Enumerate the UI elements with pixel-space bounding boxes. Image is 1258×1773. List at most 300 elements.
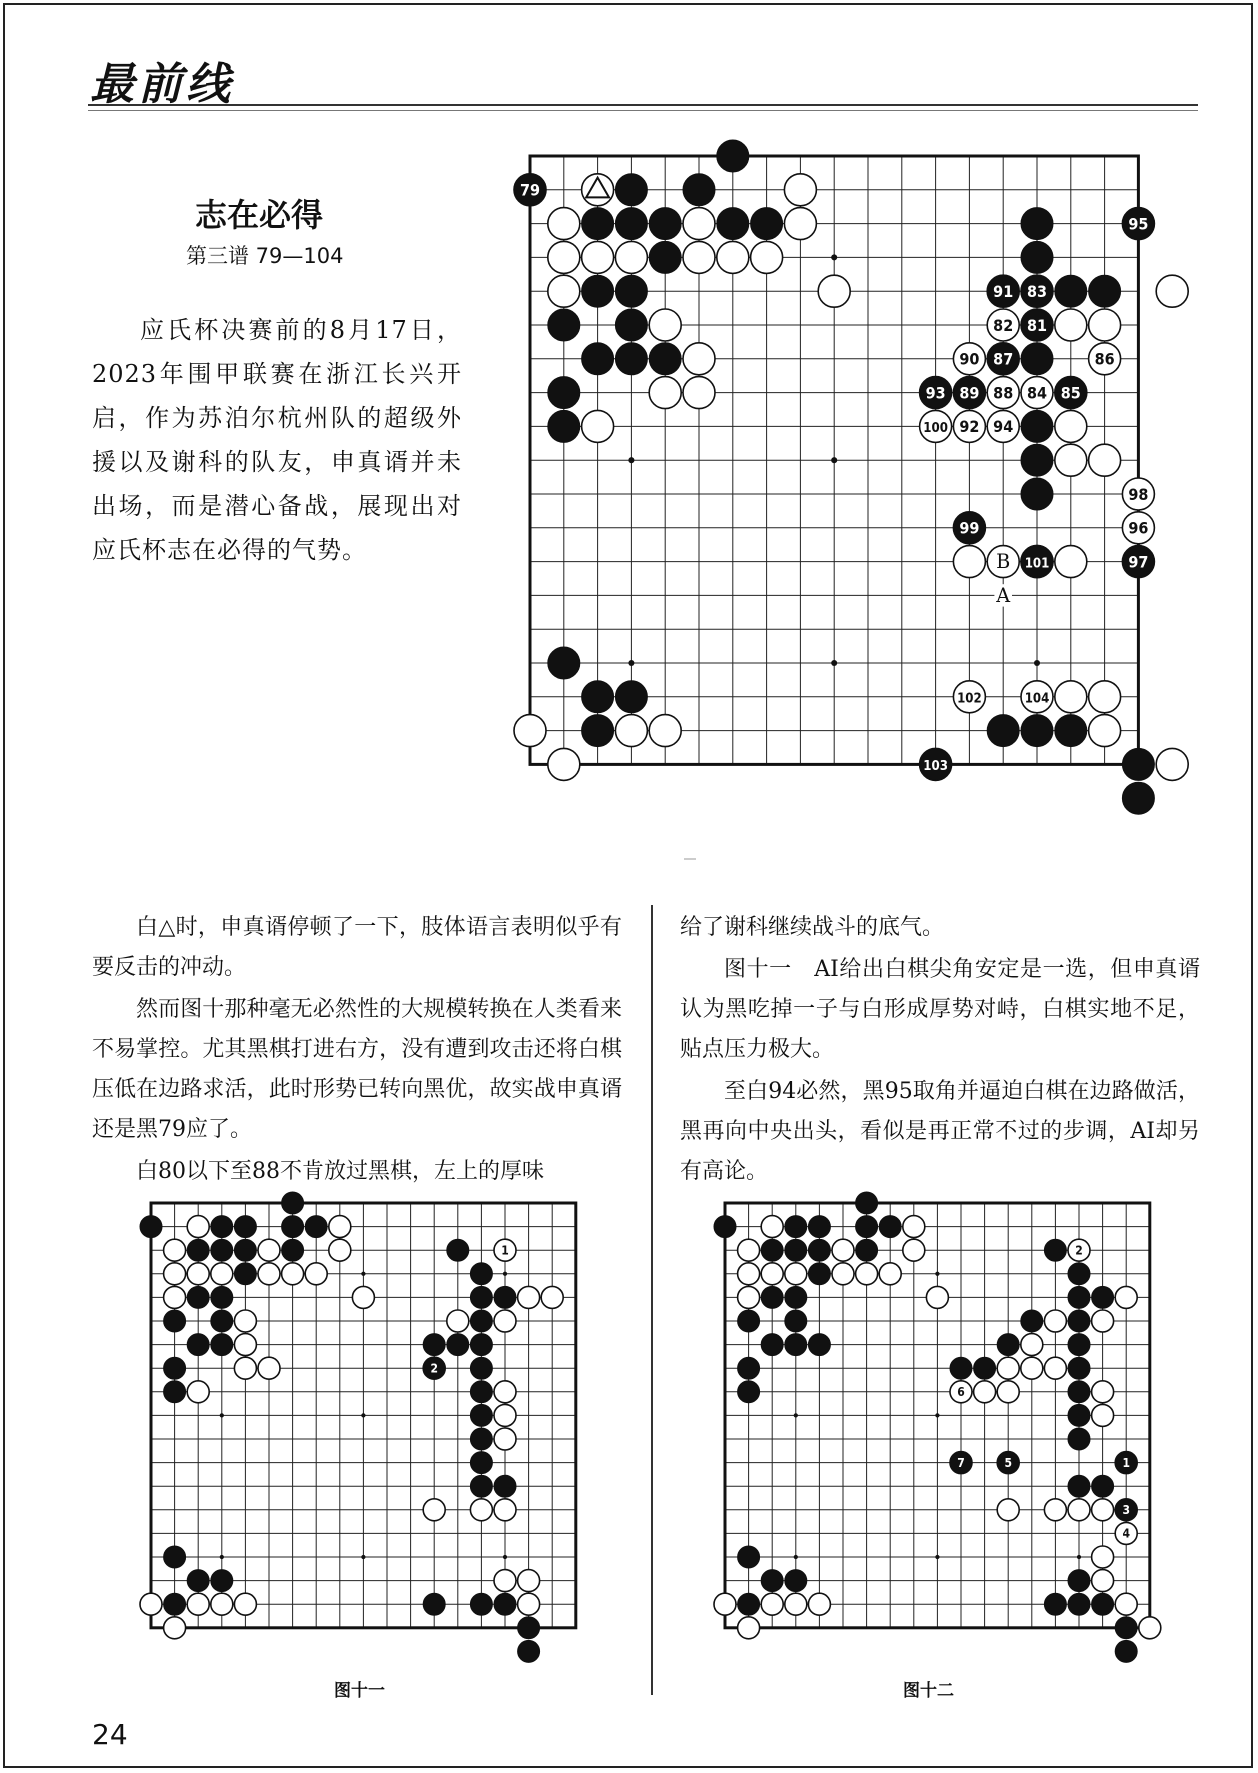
black-stone xyxy=(785,1239,807,1261)
white-stone xyxy=(164,1239,186,1261)
white-stone xyxy=(470,1499,492,1521)
body-paragraph: 白80以下至88不肯放过黑棋，左上的厚味 xyxy=(136,1159,544,1184)
black-stone xyxy=(785,1310,807,1332)
black-stone xyxy=(211,1310,233,1332)
black-stone xyxy=(1021,1310,1043,1332)
black-stone xyxy=(761,1334,783,1356)
move-number-label: 101 xyxy=(1024,556,1050,572)
black-stone xyxy=(714,1216,736,1238)
star-point xyxy=(935,1413,939,1417)
white-stone xyxy=(997,1381,1019,1403)
white-stone xyxy=(856,1263,878,1285)
move-number-label: 1 xyxy=(501,1243,509,1258)
white-stone xyxy=(1055,309,1087,341)
white-stone xyxy=(997,1357,1019,1379)
black-stone xyxy=(856,1192,878,1214)
white-stone xyxy=(494,1499,516,1521)
black-stone xyxy=(1092,1593,1114,1615)
black-stone xyxy=(470,1593,492,1615)
star-point xyxy=(794,1555,798,1559)
black-stone xyxy=(761,1570,783,1592)
star-point xyxy=(361,1272,365,1276)
black-stone xyxy=(1089,275,1121,307)
white-stone xyxy=(738,1286,760,1308)
white-stone xyxy=(683,377,715,409)
black-stone xyxy=(548,309,580,341)
white-stone xyxy=(903,1216,925,1238)
black-stone xyxy=(808,1239,830,1261)
white-stone xyxy=(494,1310,516,1332)
black-stone xyxy=(1122,748,1154,780)
white-stone xyxy=(1115,1286,1137,1308)
black-stone xyxy=(1021,241,1053,273)
black-stone xyxy=(1021,444,1053,476)
black-stone xyxy=(615,309,647,341)
header-rule xyxy=(88,104,1198,106)
white-stone xyxy=(784,174,816,206)
black-stone xyxy=(234,1263,256,1285)
black-stone xyxy=(447,1239,469,1261)
black-stone xyxy=(761,1239,783,1261)
black-stone xyxy=(470,1357,492,1379)
white-stone xyxy=(494,1381,516,1403)
body-paragraph: 然而图十那种毫无必然性的大规模转换在人类看来不易掌控。尤其黑棋打进右方，没有遭到攻击还将白棋压低在边路求活，此时形势已转向黑优，故实战申真谞还是黑79应了。 xyxy=(92,997,622,1142)
white-stone xyxy=(352,1286,374,1308)
white-stone xyxy=(683,343,715,375)
black-stone xyxy=(785,1570,807,1592)
white-stone xyxy=(1055,444,1087,476)
body-paragraph: 白△时，申真谞停顿了一下，肢体语言表明似乎有要反击的冲动。 xyxy=(92,915,622,980)
black-stone xyxy=(738,1593,760,1615)
move-number-label: 85 xyxy=(1060,383,1081,403)
star-point xyxy=(628,457,634,463)
black-stone xyxy=(1044,1593,1066,1615)
figure-12-caption: 图十二 xyxy=(903,1681,954,1701)
move-number-label: 87 xyxy=(993,349,1014,369)
point-letter-label: B xyxy=(996,550,1011,573)
move-number-label: 100 xyxy=(923,421,948,437)
black-stone xyxy=(582,275,614,307)
move-number-label: 89 xyxy=(959,383,980,403)
white-stone xyxy=(761,1216,783,1238)
black-stone xyxy=(1068,1475,1090,1497)
white-stone xyxy=(1055,410,1087,442)
black-stone xyxy=(649,241,681,273)
move-number-label: 99 xyxy=(959,518,980,538)
star-point xyxy=(1077,1555,1081,1559)
black-stone xyxy=(164,1546,186,1568)
black-stone xyxy=(211,1570,233,1592)
white-stone xyxy=(582,241,614,273)
white-stone xyxy=(140,1593,162,1615)
white-stone xyxy=(649,309,681,341)
white-stone xyxy=(953,546,985,578)
black-stone xyxy=(856,1239,878,1261)
black-stone xyxy=(808,1263,830,1285)
black-stone xyxy=(738,1546,760,1568)
move-number-label: 96 xyxy=(1128,518,1149,538)
move-number-label: 83 xyxy=(1026,281,1048,301)
move-number-label: 4 xyxy=(1122,1526,1130,1541)
black-stone xyxy=(1092,1475,1114,1497)
move-number-label: 91 xyxy=(993,281,1014,301)
white-stone xyxy=(234,1357,256,1379)
move-number-label: 2 xyxy=(1075,1243,1083,1258)
black-stone xyxy=(1115,1640,1137,1662)
white-stone xyxy=(1044,1499,1066,1521)
black-stone xyxy=(974,1357,996,1379)
move-number-label: 82 xyxy=(993,315,1014,335)
black-stone xyxy=(187,1570,209,1592)
black-stone xyxy=(738,1310,760,1332)
white-stone xyxy=(997,1499,1019,1521)
white-stone xyxy=(211,1263,233,1285)
white-stone xyxy=(1156,275,1188,307)
star-point xyxy=(831,457,837,463)
black-stone xyxy=(234,1239,256,1261)
white-stone xyxy=(1115,1593,1137,1615)
black-stone xyxy=(470,1334,492,1356)
black-stone xyxy=(785,1216,807,1238)
white-stone xyxy=(258,1239,280,1261)
black-stone xyxy=(683,174,715,206)
star-point xyxy=(503,1272,507,1276)
move-number-label: 81 xyxy=(1026,315,1048,335)
move-number-label: 93 xyxy=(925,383,946,403)
black-stone xyxy=(548,647,580,679)
black-stone xyxy=(470,1428,492,1450)
black-stone xyxy=(1055,715,1087,747)
black-stone xyxy=(211,1286,233,1308)
white-stone xyxy=(548,748,580,780)
black-stone xyxy=(717,208,749,240)
figure-12-go-board xyxy=(712,1190,1172,1650)
white-stone xyxy=(1156,748,1188,780)
black-stone xyxy=(187,1334,209,1356)
black-stone xyxy=(1068,1310,1090,1332)
white-stone xyxy=(615,715,647,747)
body-paragraph: 至白94必然，黑95取角并逼迫白棋在边路做活，黑再向中央出头，看似是再正常不过的步调，AI却另有高论。 xyxy=(680,1079,1200,1184)
star-point xyxy=(831,254,837,260)
white-stone xyxy=(615,241,647,273)
black-stone xyxy=(1021,478,1053,510)
white-stone xyxy=(518,1286,540,1308)
black-stone xyxy=(470,1381,492,1403)
white-stone xyxy=(494,1428,516,1450)
white-stone xyxy=(1068,1499,1090,1521)
black-stone xyxy=(548,410,580,442)
white-stone xyxy=(548,275,580,307)
white-stone xyxy=(974,1381,996,1403)
move-number-label: 86 xyxy=(1094,349,1115,369)
white-stone xyxy=(234,1593,256,1615)
white-stone xyxy=(738,1239,760,1261)
white-stone xyxy=(649,715,681,747)
black-stone xyxy=(808,1216,830,1238)
black-stone xyxy=(1068,1381,1090,1403)
black-stone xyxy=(164,1310,186,1332)
white-stone xyxy=(1092,1381,1114,1403)
black-stone xyxy=(518,1640,540,1662)
white-stone xyxy=(785,1263,807,1285)
black-stone xyxy=(187,1239,209,1261)
black-stone xyxy=(761,1286,783,1308)
white-stone xyxy=(187,1593,209,1615)
white-stone xyxy=(187,1263,209,1285)
white-stone xyxy=(282,1263,304,1285)
body-paragraph: 给了谢科继续战斗的底气。 xyxy=(680,915,945,940)
move-number-label: 5 xyxy=(1004,1455,1012,1470)
black-stone xyxy=(615,343,647,375)
black-stone xyxy=(211,1216,233,1238)
star-point xyxy=(1034,660,1040,666)
white-stone xyxy=(1044,1310,1066,1332)
black-stone xyxy=(1122,782,1154,814)
star-point xyxy=(220,1555,224,1559)
star-point xyxy=(831,660,837,666)
black-stone xyxy=(164,1593,186,1615)
move-number-label: 88 xyxy=(993,383,1014,403)
black-stone xyxy=(470,1286,492,1308)
star-point xyxy=(361,1555,365,1559)
white-stone xyxy=(548,208,580,240)
white-stone xyxy=(1089,309,1121,341)
move-number-label: 7 xyxy=(957,1455,965,1470)
black-stone xyxy=(548,377,580,409)
black-stone xyxy=(997,1334,1019,1356)
move-number-label: 90 xyxy=(959,349,980,369)
white-stone xyxy=(1092,1310,1114,1332)
move-number-label: 103 xyxy=(923,759,948,775)
black-stone xyxy=(211,1334,233,1356)
move-number-label: 84 xyxy=(1026,383,1048,403)
white-stone xyxy=(164,1617,186,1639)
white-stone xyxy=(305,1263,327,1285)
black-stone xyxy=(494,1593,516,1615)
white-stone xyxy=(258,1357,280,1379)
black-stone xyxy=(1044,1239,1066,1261)
black-stone xyxy=(305,1216,327,1238)
white-stone xyxy=(1089,681,1121,713)
black-stone xyxy=(140,1216,162,1238)
white-stone xyxy=(514,715,546,747)
black-stone xyxy=(649,343,681,375)
white-stone xyxy=(683,208,715,240)
black-stone xyxy=(987,715,1019,747)
white-stone xyxy=(818,275,850,307)
page-number: 24 xyxy=(92,1718,128,1751)
white-stone xyxy=(234,1310,256,1332)
white-stone xyxy=(582,410,614,442)
figure-11-caption: 图十一 xyxy=(334,1681,385,1701)
stones xyxy=(140,1192,563,1662)
white-stone xyxy=(518,1570,540,1592)
body-column-right xyxy=(680,908,1200,1194)
black-stone xyxy=(211,1239,233,1261)
white-stone xyxy=(1044,1357,1066,1379)
black-stone xyxy=(1021,343,1053,375)
black-stone xyxy=(164,1381,186,1403)
black-stone xyxy=(423,1593,445,1615)
move-number-label: 6 xyxy=(957,1385,965,1400)
body-paragraph: 图十一 AI给出白棋尖角安定是一选，但申真谞认为黑吃掉一子与白形成厚势对峙，白棋实地不足，贴点压力极大。 xyxy=(680,957,1200,1062)
black-stone xyxy=(423,1334,445,1356)
white-stone xyxy=(1092,1546,1114,1568)
white-stone xyxy=(751,241,783,273)
white-stone xyxy=(258,1263,280,1285)
black-stone xyxy=(950,1357,972,1379)
star-point xyxy=(361,1413,365,1417)
black-stone xyxy=(1068,1334,1090,1356)
black-stone xyxy=(615,681,647,713)
black-stone xyxy=(582,343,614,375)
white-stone xyxy=(187,1216,209,1238)
section-brand: 最前线 xyxy=(90,59,234,110)
move-number-label: 95 xyxy=(1128,214,1149,234)
move-number-label: 97 xyxy=(1128,552,1149,572)
white-stone xyxy=(717,241,749,273)
white-stone xyxy=(1092,1404,1114,1426)
white-stone xyxy=(649,377,681,409)
black-stone xyxy=(1055,275,1087,307)
white-stone xyxy=(879,1263,901,1285)
white-stone xyxy=(494,1570,516,1592)
black-stone xyxy=(187,1286,209,1308)
white-stone xyxy=(1139,1617,1161,1639)
black-stone xyxy=(1021,715,1053,747)
article-intro xyxy=(92,308,462,572)
black-stone xyxy=(785,1286,807,1308)
black-stone xyxy=(282,1239,304,1261)
header-rule-thin xyxy=(88,110,1198,111)
white-stone xyxy=(423,1499,445,1521)
black-stone xyxy=(494,1286,516,1308)
star-point xyxy=(628,660,634,666)
column-divider xyxy=(651,905,653,1695)
move-number-label: 3 xyxy=(1122,1503,1130,1518)
white-stone xyxy=(832,1263,854,1285)
black-stone xyxy=(447,1334,469,1356)
white-stone xyxy=(714,1593,736,1615)
black-stone xyxy=(717,140,749,172)
white-stone xyxy=(329,1239,351,1261)
white-stone xyxy=(164,1286,186,1308)
white-stone xyxy=(329,1216,351,1238)
black-stone xyxy=(234,1216,256,1238)
black-stone xyxy=(1092,1286,1114,1308)
star-point xyxy=(935,1555,939,1559)
black-stone xyxy=(470,1452,492,1474)
star-point xyxy=(220,1413,224,1417)
white-stone xyxy=(1089,715,1121,747)
intro-paragraph: 应氏杯决赛前的8月17日，2023年围甲联赛在浙江长兴开启，作为苏泊尔杭州队的超级外援以及谢科的队友，申真谞并未出场，而是潜心备战，展现出对应氏杯志在必得的气势。 xyxy=(92,316,462,564)
black-stone xyxy=(470,1404,492,1426)
black-stone xyxy=(615,275,647,307)
black-stone xyxy=(518,1617,540,1639)
black-stone xyxy=(1021,410,1053,442)
white-stone xyxy=(234,1334,256,1356)
white-stone xyxy=(683,241,715,273)
white-stone xyxy=(1089,444,1121,476)
white-stone xyxy=(761,1263,783,1285)
black-stone xyxy=(615,208,647,240)
black-stone xyxy=(582,715,614,747)
black-stone xyxy=(1068,1570,1090,1592)
white-stone xyxy=(187,1381,209,1403)
move-number-label: 98 xyxy=(1128,484,1149,504)
white-stone xyxy=(1021,1357,1043,1379)
black-stone xyxy=(1021,208,1053,240)
move-number-label: 1 xyxy=(1122,1455,1130,1470)
white-stone xyxy=(541,1286,563,1308)
black-stone xyxy=(856,1216,878,1238)
black-stone xyxy=(1068,1263,1090,1285)
black-stone xyxy=(494,1475,516,1497)
white-stone xyxy=(211,1593,233,1615)
black-stone xyxy=(582,208,614,240)
black-stone xyxy=(808,1334,830,1356)
white-stone xyxy=(1055,681,1087,713)
move-number-label: 79 xyxy=(519,180,541,200)
point-letter-label: A xyxy=(996,583,1011,607)
move-number-label: 92 xyxy=(959,417,980,437)
black-stone xyxy=(1068,1593,1090,1615)
black-stone xyxy=(649,208,681,240)
white-stone xyxy=(1021,1334,1043,1356)
move-number-label: 2 xyxy=(430,1361,438,1376)
white-stone xyxy=(1092,1499,1114,1521)
white-stone xyxy=(447,1310,469,1332)
white-stone xyxy=(785,1593,807,1615)
star-point xyxy=(503,1555,507,1559)
black-stone xyxy=(470,1310,492,1332)
stones xyxy=(514,140,1188,814)
star-point xyxy=(794,1413,798,1417)
white-stone xyxy=(738,1263,760,1285)
white-stone xyxy=(1092,1570,1114,1592)
white-stone xyxy=(832,1239,854,1261)
black-stone xyxy=(1068,1357,1090,1379)
black-stone xyxy=(785,1334,807,1356)
white-stone xyxy=(738,1617,760,1639)
black-stone xyxy=(1115,1617,1137,1639)
star-point xyxy=(935,1272,939,1276)
white-stone xyxy=(494,1404,516,1426)
black-stone xyxy=(470,1263,492,1285)
body-column-left xyxy=(92,908,622,1194)
black-stone xyxy=(470,1475,492,1497)
black-stone xyxy=(879,1216,901,1238)
white-stone xyxy=(761,1593,783,1615)
black-stone xyxy=(282,1192,304,1214)
white-stone xyxy=(164,1263,186,1285)
black-stone xyxy=(282,1216,304,1238)
article-title: 志在必得 xyxy=(195,196,324,234)
white-stone xyxy=(903,1239,925,1261)
white-stone xyxy=(926,1286,948,1308)
white-stone xyxy=(808,1593,830,1615)
white-stone xyxy=(518,1593,540,1615)
article-subtitle: 第三谱 79—104 xyxy=(186,244,344,268)
black-stone xyxy=(164,1357,186,1379)
move-number-label: 94 xyxy=(993,417,1014,437)
white-stone xyxy=(784,208,816,240)
move-number-label: 104 xyxy=(1024,691,1050,707)
white-stone xyxy=(548,241,580,273)
scan-mark xyxy=(684,858,696,860)
black-stone xyxy=(615,174,647,206)
white-stone xyxy=(1055,546,1087,578)
